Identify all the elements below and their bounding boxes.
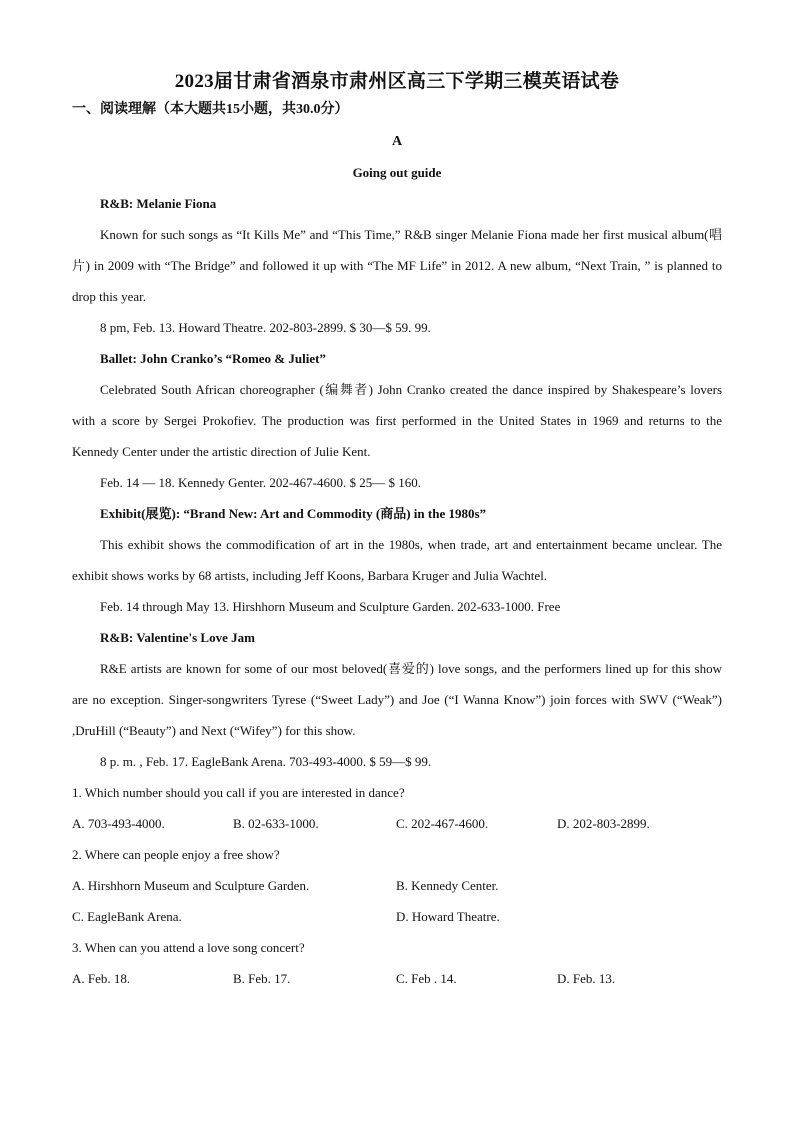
option-a: A. Feb. 18.: [72, 971, 131, 986]
option-b: B. Kennedy Center.: [396, 878, 499, 893]
option-d: D. 202-803-2899.: [557, 816, 650, 831]
option-c: C. EagleBank Arena.: [72, 909, 182, 924]
event-heading: R&B: Melanie Fiona: [100, 196, 217, 211]
exam-title: 2023届甘肃省酒泉市肃州区高三下学期三模英语试卷: [174, 71, 620, 92]
section-heading: 一、阅读理解（本大题共15小题，共30.0分）: [72, 102, 349, 117]
question-stem: 3. When can you attend a love song concert?: [72, 940, 305, 955]
event-info: Feb. 14 through May 13. Hirshhorn Museum and Sculpture Garden. 202-633-1000. Free: [100, 599, 561, 614]
event-body: R&E artists are known for some of our most beloved(喜爱的) love songs, and the performers lined up for this show are no exception. Singer-songwriters Tyrese (“Sweet Lady”) and Joe (“I Wanna Know”) join forces with SWV (“Weak”) ,DruHill (“Beauty”) and Next (“Wifey”) for this show.: [72, 661, 722, 738]
option-d: D. Howard Theatre.: [396, 909, 500, 924]
option-c: C. Feb . 14.: [396, 971, 457, 986]
event-info: Feb. 14 — 18. Kennedy Genter. 202-467-4600. $ 25— $ 160.: [100, 475, 421, 490]
event-body: This exhibit shows the commodification of art in the 1980s, when trade, art and entertainment became unclear. The exhibit shows works by 68 artists, including Jeff Koons, Barbara Kruger and Julia Wachtel.: [72, 537, 722, 583]
option-b: B. 02-633-1000.: [233, 816, 319, 831]
event-heading: R&B: Valentine's Love Jam: [100, 630, 255, 645]
event-info: 8 p. m. , Feb. 17. EagleBank Arena. 703-493-4000. $ 59—$ 99.: [100, 754, 432, 769]
event-info: 8 pm, Feb. 13. Howard Theatre. 202-803-2899. $ 30—$ 59. 99.: [100, 320, 431, 335]
option-b: B. Feb. 17.: [233, 971, 291, 986]
option-d: D. Feb. 13.: [557, 971, 616, 986]
question-options: [72, 870, 722, 932]
passage-label: A: [391, 134, 403, 149]
passage-title: Going out guide: [352, 165, 442, 180]
option-a: A. 703-493-4000.: [72, 816, 165, 831]
option-c: C. 202-467-4600.: [396, 816, 489, 831]
question-options: [72, 808, 722, 839]
event-heading: Exhibit(展览): “Brand New: Art and Commodity (商品) in the 1980s”: [100, 506, 487, 521]
question-stem: 1. Which number should you call if you are interested in dance?: [72, 785, 405, 800]
event-body: Known for such songs as “It Kills Me” and “This Time,” R&B singer Melanie Fiona made her first musical album(唱片) in 2009 with “The Bridge” and followed it up with “The MF Life” in 2012. A new album, “Next Train, ” is planned to drop this year.: [72, 227, 722, 304]
event-heading: Ballet: John Cranko’s “Romeo & Juliet”: [100, 351, 326, 366]
event-body: Celebrated South African choreographer (编舞者) John Cranko created the dance inspired by Shakespeare’s lovers with a score by Sergei Prokofiev. The production was first performed in the United States in 1969 and returns to the Kennedy Center under the artistic direction of Julie Kent.: [72, 382, 722, 459]
question-options: [72, 963, 722, 994]
question-stem: 2. Where can people enjoy a free show?: [72, 847, 280, 862]
option-a: A. Hirshhorn Museum and Sculpture Garden.: [72, 878, 310, 893]
